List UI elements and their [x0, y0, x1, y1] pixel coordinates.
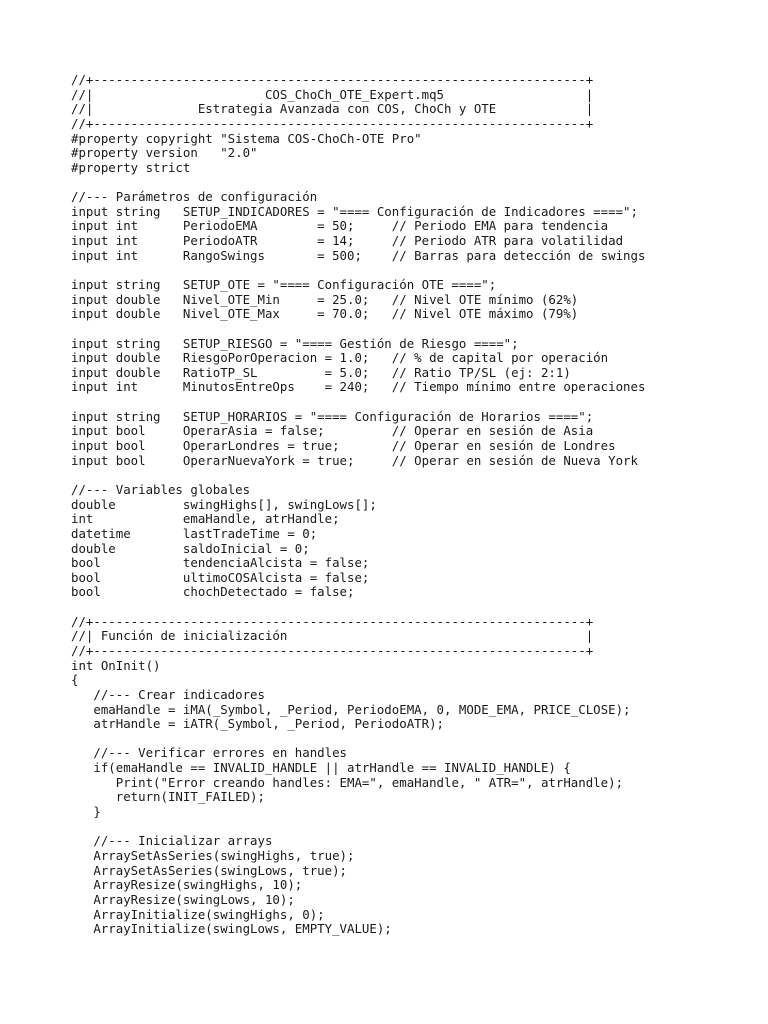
- code-line: bool chochDetectado = false;: [71, 584, 355, 600]
- code-line: input double RiesgoPorOperacion = 1.0; // % de capital por operación: [71, 350, 609, 366]
- code-line: input int PeriodoATR = 14; // Periodo ATR para volatilidad: [71, 233, 624, 249]
- code-line: double swingHighs[], swingLows[];: [71, 496, 377, 512]
- code-line: emaHandle = iMA(_Symbol, _Period, PeriodoEMA, 0, MODE_EMA, PRICE_CLOSE);: [71, 701, 631, 717]
- code-line: {: [71, 672, 79, 688]
- code-line: [71, 820, 645, 835]
- code-line: }: [71, 804, 101, 820]
- code-line: input double Nivel_OTE_Min = 25.0; // Nivel OTE mínimo (62%): [71, 291, 579, 307]
- code-line: input int RangoSwings = 500; // Barras para detección de swings: [71, 247, 646, 263]
- code-line: #property strict: [71, 159, 191, 175]
- code-line: [71, 263, 645, 278]
- code-line: #property version "2.0": [71, 145, 258, 161]
- code-line: datetime lastTradeTime = 0;: [71, 525, 318, 541]
- code-line: //+------------------------------------------------------------------+: [71, 642, 594, 658]
- code-line: //+------------------------------------------------------------------+: [71, 72, 594, 87]
- code-line: input int MinutosEntreOps = 240; // Tiempo mínimo entre operaciones: [71, 379, 646, 395]
- code-line: //| Estrategia Avanzada con COS, ChoCh y OTE |: [71, 101, 594, 117]
- code-line: ArrayResize(swingHighs, 10);: [71, 877, 303, 893]
- code-line: ArrayResize(swingLows, 10);: [71, 891, 295, 907]
- code-line: input string SETUP_OTE = "==== Configuración OTE ====";: [71, 276, 497, 292]
- code-line: double saldoInicial = 0;: [71, 540, 310, 556]
- code-line: //| COS_ChoCh_OTE_Expert.mq5 |: [71, 86, 594, 102]
- code-line: //+------------------------------------------------------------------+: [71, 115, 594, 131]
- code-line: Print("Error creando handles: EMA=", emaHandle, " ATR=", atrHandle);: [71, 774, 624, 790]
- code-line: input double RatioTP_SL = 5.0; // Ratio TP/SL (ej: 2:1): [71, 364, 571, 380]
- code-line: //--- Crear indicadores: [71, 686, 265, 702]
- code-line: ArrayInitialize(swingHighs, 0);: [71, 906, 325, 922]
- code-line: input string SETUP_RIESGO = "==== Gestión de Riesgo ====";: [71, 335, 519, 351]
- code-line: input double Nivel_OTE_Max = 70.0; // Nivel OTE máximo (79%): [71, 306, 579, 322]
- code-line: atrHandle = iATR(_Symbol, _Period, PeriodoATR);: [71, 716, 444, 732]
- code-line: input bool OperarAsia = false; // Operar en sesión de Asia: [71, 423, 594, 439]
- code-line: ArraySetAsSeries(swingLows, true);: [71, 862, 348, 878]
- code-line: [71, 732, 645, 747]
- code-line: [71, 395, 645, 410]
- code-line: if(emaHandle == INVALID_HANDLE || atrHandle == INVALID_HANDLE) {: [71, 760, 571, 776]
- code-line: #property copyright "Sistema COS-ChoCh-OTE Pro": [71, 130, 422, 146]
- code-line: //--- Inicializar arrays: [71, 833, 273, 849]
- code-line: bool tendenciaAlcista = false;: [71, 555, 370, 571]
- code-line: input bool OperarNuevaYork = true; // Operar en sesión de Nueva York: [71, 452, 638, 468]
- code-line: [71, 175, 645, 190]
- code-line: //+------------------------------------------------------------------+: [71, 613, 594, 629]
- code-line: input string SETUP_INDICADORES = "==== Configuración de Indicadores ====";: [71, 203, 638, 219]
- code-line: [71, 322, 645, 337]
- code-line: //--- Parámetros de configuración: [71, 189, 318, 205]
- code-line: int emaHandle, atrHandle;: [71, 511, 340, 527]
- code-line: input int PeriodoEMA = 50; // Periodo EMA para tendencia: [71, 218, 609, 234]
- code-line: ArraySetAsSeries(swingHighs, true);: [71, 847, 355, 863]
- code-line: [71, 600, 645, 615]
- code-line: input bool OperarLondres = true; // Operar en sesión de Londres: [71, 438, 616, 454]
- code-line: [71, 468, 645, 483]
- code-line: input string SETUP_HORARIOS = "==== Configuración de Horarios ====";: [71, 408, 594, 424]
- code-line: //--- Verificar errores en handles: [71, 745, 348, 761]
- code-line: bool ultimoCOSAlcista = false;: [71, 569, 370, 585]
- code-line: return(INIT_FAILED);: [71, 789, 265, 805]
- code-line: //| Función de inicialización |: [71, 628, 594, 644]
- code-line: ArrayInitialize(swingLows, EMPTY_VALUE);: [71, 921, 392, 937]
- code-line: int OnInit(): [71, 657, 161, 673]
- code-document: [71, 73, 645, 937]
- code-line: //--- Variables globales: [71, 481, 251, 497]
